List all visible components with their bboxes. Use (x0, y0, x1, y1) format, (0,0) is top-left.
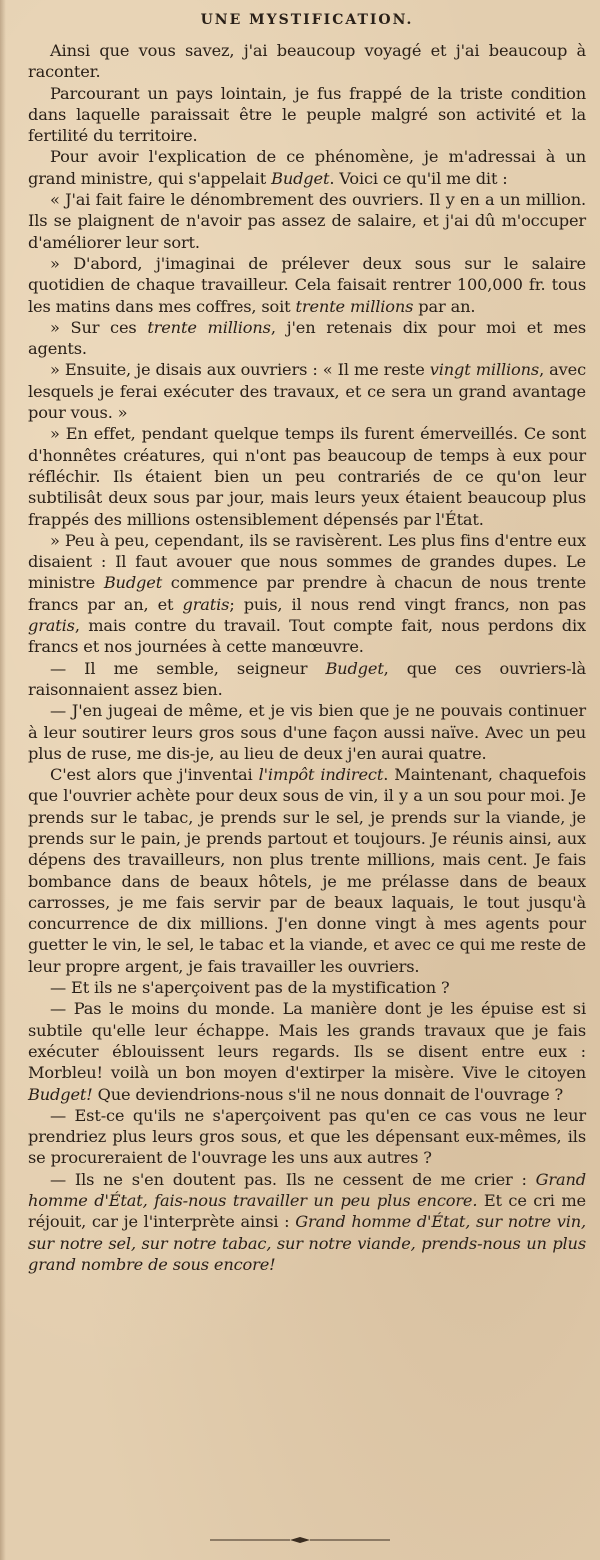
article-paragraph (28, 359, 586, 423)
text-run: ; puis, il nous rend vingt francs, non pas (229, 594, 586, 614)
article-paragraph (28, 317, 586, 360)
italic-run: vingt millions (429, 360, 540, 380)
text-run: par an. (413, 296, 476, 316)
italic-run: Budget (325, 658, 384, 678)
italic-run: gratis (28, 616, 75, 636)
text-run: — Pas le moins du monde. La manière dont je les épuise est si subtile qu'elle leur échappe. Mais les grands travaux que je fais exécuter éblouissent leurs regards. Ils se disent entre eux : Morbleu! voilà un bon moyen d'extirper la misère. Vive le citoyen (28, 999, 586, 1083)
text-run: » Sur ces (50, 317, 148, 337)
italic-run: Budget (271, 168, 330, 188)
text-run: » D'abord, j'imaginai de prélever deux sous sur le salaire quotidien de chaque travailleur. Cela faisait rentrer 100,000 fr. tous les matins dans mes coffres, soit (28, 253, 586, 316)
text-run: Pour avoir l'explication de ce phénomène, je m'adressai à un grand ministre, qui s'appelait (28, 147, 586, 188)
text-run: « J'ai fait faire le dénombrement des ouvriers. Il y en a un million. Ils se plaignent de n'avoir pas assez de salaire, et j'ai dû m'occuper d'améliorer leur sort. (28, 190, 586, 252)
italic-run: Budget! (28, 1084, 93, 1104)
article-paragraph (28, 658, 586, 701)
article-paragraph (28, 83, 586, 147)
article-paragraph (28, 530, 586, 658)
italic-run: l'impôt indirect (258, 765, 384, 785)
text-run: » Peu à peu, cependant, ils se ravisèrent. Les plus fins d'entre eux disaient : Il faut avouer que nous sommes de grandes dupes. Le ministre (28, 530, 586, 593)
text-run: » En effet, pendant quelque temps ils furent émerveillés. Ce sont d'honnêtes créatures, qui n'ont pas beaucoup de temps à eux pour réfléchir. Ils étaient bien un peu contrariés de ce qu'on leur subtilisât deux sous par jour, mais leurs yeux étaient beaucoup plus frappés des millions ostensiblement dépensés par l'État. (28, 424, 586, 529)
article-paragraph (28, 253, 586, 317)
article-column (28, 10, 586, 1275)
article-paragraph (28, 998, 586, 1104)
article-paragraph (28, 764, 586, 977)
text-run: — Ils ne s'en doutent pas. Ils ne cessent de me crier : (50, 1169, 536, 1189)
text-run: , avec lesquels je ferai exécuter des travaux, et ce sera un grand avantage pour vous. » (28, 360, 586, 423)
article-paragraph (28, 146, 586, 189)
text-run: . Voici ce qu'il me dit : (329, 168, 508, 188)
text-run: C'est alors que j'inventai (50, 765, 259, 785)
article-paragraph (28, 977, 586, 998)
text-run: commence par prendre à chacun de nous trente francs par an, et (28, 573, 586, 614)
text-run: , mais contre du travail. Tout compte fait, nous perdons dix francs et nos journées à cette manœuvre. (28, 616, 586, 657)
text-run: — Et ils ne s'aperçoivent pas de la mystification ? (50, 978, 450, 998)
text-run: » Ensuite, je disais aux ouvriers : « Il me reste (50, 360, 430, 380)
article-paragraph (28, 1169, 586, 1275)
text-run: , j'en retenais dix pour moi et mes agents. (28, 317, 587, 359)
article-paragraph (28, 700, 586, 764)
italic-run: Grand homme d'État, fais-nous travailler un peu plus encore. (28, 1169, 586, 1211)
article-paragraph (28, 189, 586, 253)
text-run: . Maintenant, chaquefois que l'ouvrier achète pour deux sous de vin, il y a un sou pour moi. Je prends sur le tabac, je prends sur le sel, je prends sur la viande, je prends sur le pain, je prends partout et toujours. Je réunis ainsi, aux dépens des travailleurs, non plus trente millions, mais cent. Je fais bombance dans de beaux hôtels, je me prélasse dans de beaux carrosses, je me fais servir par de beaux laquais, le tout jusqu'à concurrence de dix millions. J'en donne vingt à mes agents pour guetter le vin, le sel, le tabac et la viande, et avec ce qui me reste de leur propre argent, je fais travailler les ouvriers. (28, 765, 586, 976)
text-run: — J'en jugeai de même, et je vis bien que je ne pouvais continuer à leur soutirer leurs gros sous d'une façon aussi naïve. Avec un peu plus de ruse, me dis-je, au lieu de deux j'en aurai quatre. (28, 701, 586, 763)
italic-run: trente millions (295, 296, 414, 316)
article-paragraph (28, 1105, 586, 1169)
text-run: , que ces ouvriers-là raisonnaient assez bien. (28, 658, 586, 699)
article-title: UNE MYSTIFICATION. (200, 12, 414, 28)
article-paragraph (28, 423, 586, 529)
end-ornament-rule (210, 1536, 390, 1544)
text-run: — Est-ce qu'ils ne s'aperçoivent pas qu'en ce cas vous ne leur prendriez plus leurs gros sous, et que les dépensant eux-mêmes, ils se procureraient de l'ouvrage les uns aux autres ? (28, 1105, 586, 1168)
article-body (28, 40, 586, 1275)
text-run: Que deviendrions-nous s'il ne nous donnait de l'ouvrage ? (92, 1084, 564, 1104)
italic-run: Budget (103, 573, 163, 593)
italic-run: trente millions (147, 317, 271, 337)
text-run: Parcourant un pays lointain, je fus frappé de la triste condition dans laquelle paraissait être le peuple malgré son activité et la fertilité du territoire. (28, 83, 586, 146)
italic-run: Grand homme d'État, sur notre vin, sur notre sel, sur notre tabac, sur notre viande, prends-nous un plus grand nombre de sous encore! (28, 1212, 586, 1274)
page-edge-shadow (0, 0, 6, 1560)
text-run: Ainsi que vous savez, j'ai beaucoup voyagé et j'ai beaucoup à raconter. (28, 41, 586, 82)
italic-run: gratis (182, 594, 230, 614)
article-paragraph (28, 40, 586, 83)
text-run: Et ce cri me réjouit, car je l'interprète ainsi : (28, 1191, 586, 1232)
text-run: — Il me semble, seigneur (50, 658, 326, 678)
